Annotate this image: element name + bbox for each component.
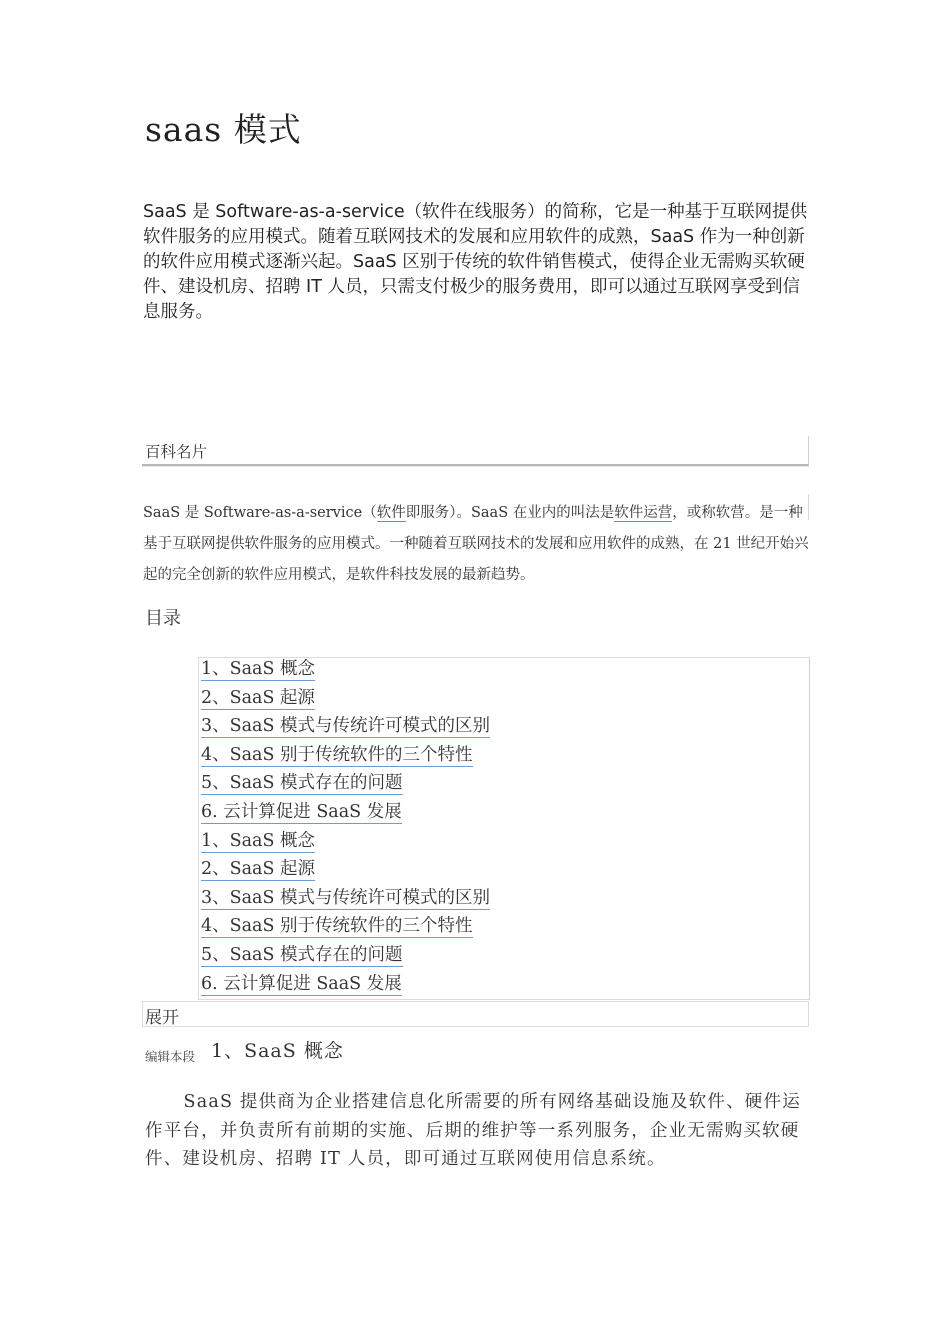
baike-card-header xyxy=(142,436,809,466)
toc-link[interactable]: 6. 云计算促进 SaaS 发展 xyxy=(201,973,402,994)
summary-paragraph xyxy=(143,498,811,591)
toc-expand-button[interactable] xyxy=(142,1001,809,1027)
toc-link[interactable]: 2、SaaS 起源 xyxy=(201,859,316,880)
baike-card-label: 百科名片 xyxy=(145,443,208,461)
toc-link[interactable]: 3、SaaS 模式与传统许可模式的区别 xyxy=(201,716,491,737)
toc-link[interactable]: 4、SaaS 别于传统软件的三个特性 xyxy=(201,744,473,765)
link-software[interactable]: 软件 xyxy=(376,505,406,521)
toc-link[interactable]: 1、SaaS 概念 xyxy=(201,830,316,851)
toc-item[interactable] xyxy=(201,971,490,1000)
section-heading: 1、SaaS 概念 xyxy=(211,1040,344,1062)
toc-item[interactable] xyxy=(201,656,490,685)
toc-list xyxy=(201,656,490,999)
summary-text-1: SaaS 是 Software-as-a-service（ xyxy=(143,505,377,521)
toc-expand-label: 展开 xyxy=(145,1008,179,1028)
toc-item[interactable] xyxy=(201,828,490,857)
toc-item[interactable] xyxy=(201,770,490,799)
toc-item[interactable] xyxy=(201,856,490,885)
toc-link[interactable]: 4、SaaS 别于传统软件的三个特性 xyxy=(201,916,473,937)
page-title: saas 模式 xyxy=(145,110,302,149)
section-body: SaaS 提供商为企业搭建信息化所需要的所有网络基础设施及软件、硬件运作平台，并负责所有前期的实施、后期的维护等一系列服务，企业无需购买软硬件、建设机房、招聘 IT 人员，即可通过互联网使用信息系统。 xyxy=(145,1092,801,1169)
toc-link[interactable]: 5、SaaS 模式存在的问题 xyxy=(201,944,403,965)
toc-item[interactable] xyxy=(201,799,490,828)
toc-item[interactable] xyxy=(201,685,490,714)
summary-text-3: ，或称软营。是一种基于互联网提供软件服务的应用模式。一种随着互联网技术的发展和应用软件的成熟，在 21 世纪开始兴起的完全创新的软件应用模式，是软件科技发展的最新趋势。 xyxy=(143,505,809,583)
toc-item[interactable] xyxy=(201,942,490,971)
intro-paragraph: SaaS 是 Software-as-a-service（软件在线服务）的简称，它是一种基于互联网提供软件服务的应用模式。随着互联网技术的发展和应用软件的成熟，SaaS 作为一种创新的软件应用模式逐渐兴起。SaaS 区别于传统的软件销售模式，使得企业无需购买软硬件、建设机房、招聘 IT 人员，只需支付极少的服务费用，即可以通过互联网享受到信息服务。 xyxy=(143,202,808,322)
toc-item[interactable] xyxy=(201,885,490,914)
toc-link[interactable]: 2、SaaS 起源 xyxy=(201,687,316,708)
toc-heading: 目录 xyxy=(145,608,181,629)
summary-text-2: 即服务）。SaaS 在业内的叫法是 xyxy=(405,505,615,521)
toc-link[interactable]: 5、SaaS 模式存在的问题 xyxy=(201,773,403,794)
toc-link[interactable]: 1、SaaS 概念 xyxy=(201,659,316,679)
toc-item[interactable] xyxy=(201,713,490,742)
edit-section-link[interactable]: 编辑本段 xyxy=(145,1049,196,1064)
link-software-operation[interactable]: 软件运营 xyxy=(614,505,673,521)
toc-item[interactable] xyxy=(201,913,490,942)
toc-link[interactable]: 3、SaaS 模式与传统许可模式的区别 xyxy=(201,887,491,908)
toc-item[interactable] xyxy=(201,742,490,771)
toc-link[interactable]: 6. 云计算促进 SaaS 发展 xyxy=(201,801,402,822)
